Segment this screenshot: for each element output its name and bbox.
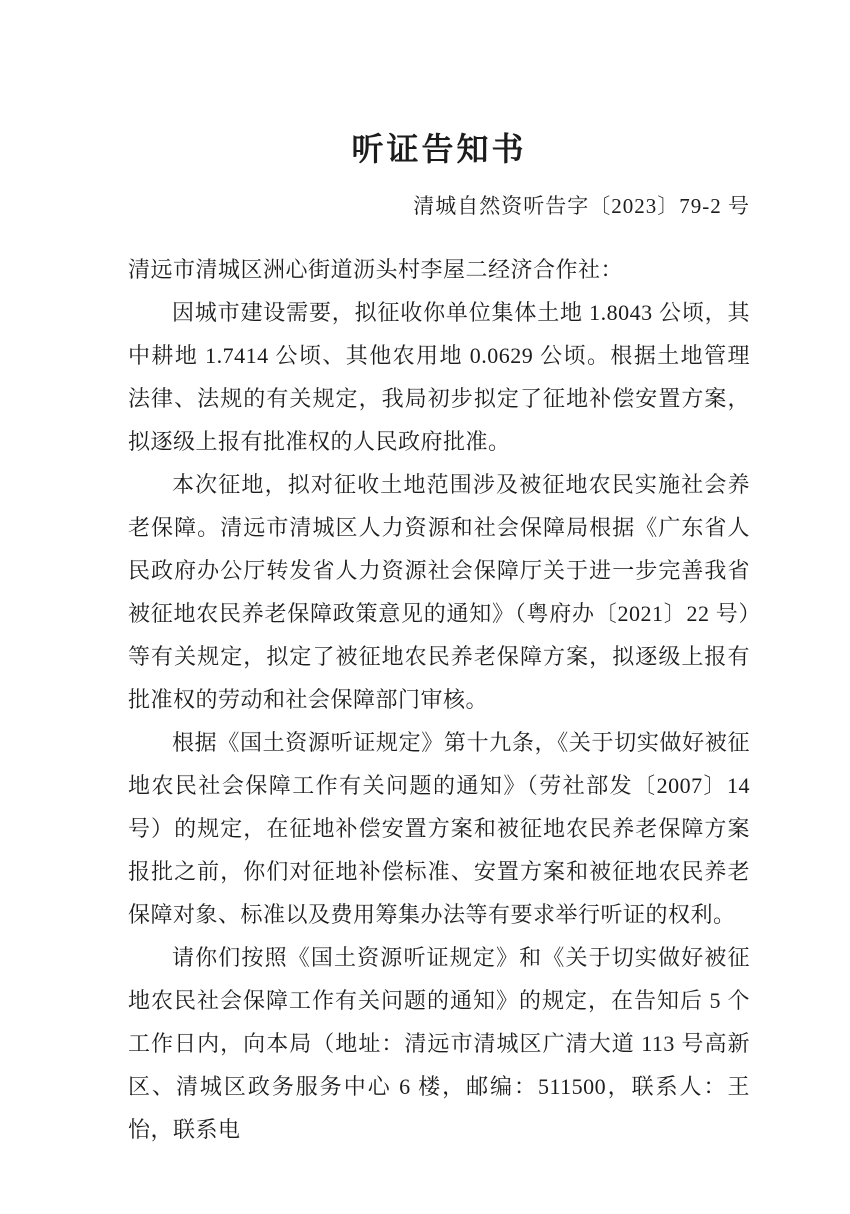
paragraph-hearing-instructions: 请你们按照《国土资源听证规定》和《关于切实做好被征地农民社会保障工作有关问题的通知》的规定，在告知后 5 个工作日内，向本局（地址：清远市清城区广清大道 113 号高新区、清城区政务服务中心 6 楼，邮编：511500，联系人：王怡，联系电 <box>128 945 750 1142</box>
document-number: 清城自然资听告字〔2023〕79-2 号 <box>413 194 750 218</box>
document-title: 听证告知书 <box>351 131 527 167</box>
paragraph-social-security: 本次征地，拟对征收土地范围涉及被征地农民实施社会养老保障。清远市清城区人力资源和社会保障局根据《广东省人民政府办公厅转发省人力资源社会保障厅关于进一步完善我省被征地农民养老保障政策意见的通知》（粤府办〔2021〕22 号）等有关规定，拟定了被征地农民养老保障方案，拟逐级上报有批准权的劳动和社会保障部门审核。 <box>128 472 750 712</box>
addressee-line: 清远市清城区洲心街道沥头村李屋二经济合作社： <box>128 257 624 282</box>
paragraph-hearing-rights: 根据《国土资源听证规定》第十九条，《关于切实做好被征地农民社会保障工作有关问题的通知》（劳社部发〔2007〕14 号）的规定，在征地补偿安置方案和被征地农民养老保障方案报批之前，你们对征地补偿标准、安置方案和被征地农民养老保障对象、标准以及费用筹集办法等有要求举行听证的权利。 <box>128 730 750 927</box>
paragraph-land-acquisition: 因城市建设需要，拟征收你单位集体土地 1.8043 公顷，其中耕地 1.7414 公顷、其他农用地 0.0629 公顷。根据土地管理法律、法规的有关规定，我局初步拟定了征地补偿安置方案，拟逐级上报有批准权的人民政府批准。 <box>128 300 750 454</box>
document-content <box>128 131 750 1151</box>
